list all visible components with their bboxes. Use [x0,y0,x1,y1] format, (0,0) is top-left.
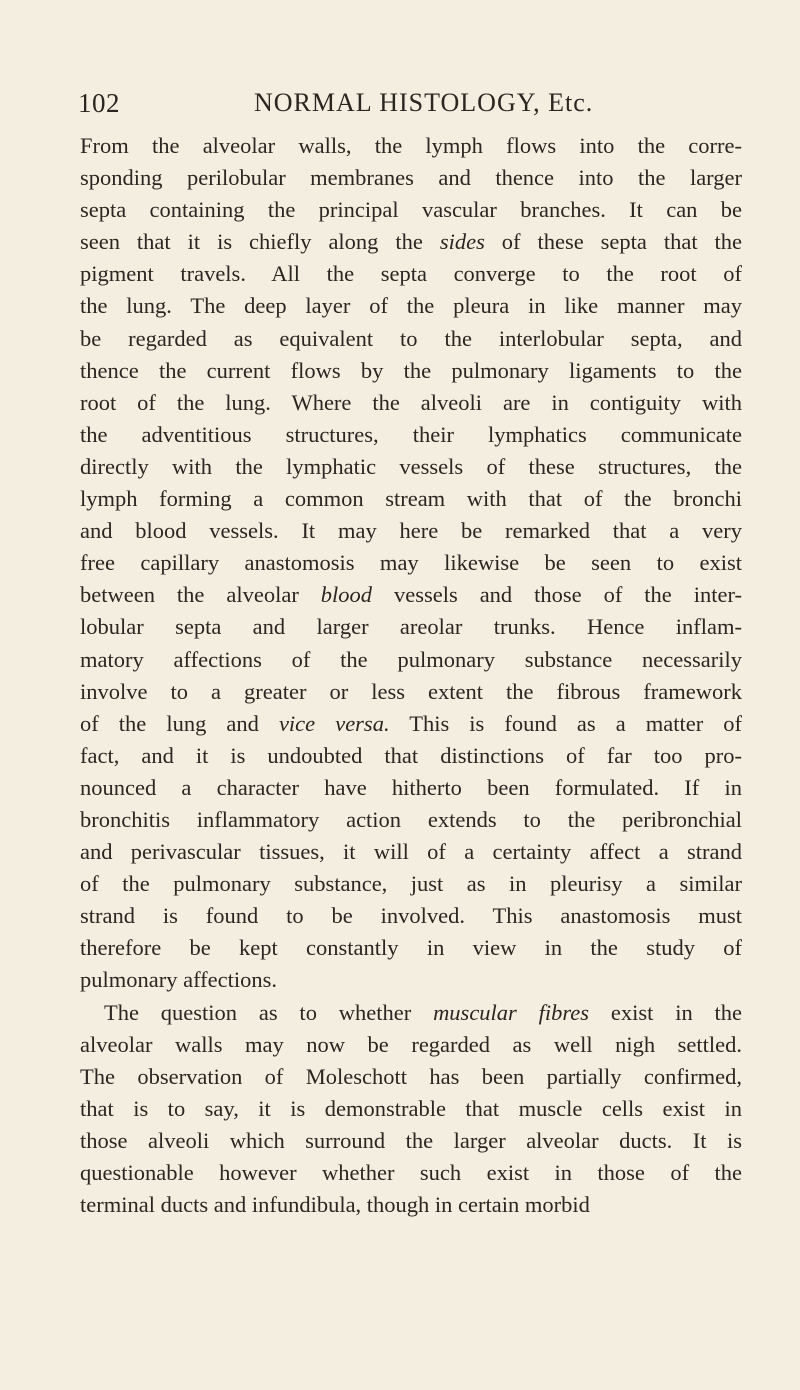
text-line [80,419,742,451]
text-line [80,355,742,387]
text-run: This is found as a matter of [389,710,742,736]
text-line [80,611,742,643]
text-run: lymph forming a common stream with that of the bronchi [80,486,742,512]
text-run: of these septa that the [484,229,743,255]
text-line [80,323,742,355]
text-run: free capillary anastomosis may likewise be seen to exist [80,550,742,576]
text-run: that is to say, it is demonstrable that muscle cells exist in [80,1095,742,1121]
text-run: of the pulmonary substance, just as in pleurisy a similar [80,871,742,897]
italic-run: sides [439,229,485,255]
text-run: septa containing the principal vascular branches. It can be [80,197,742,223]
text-run: of the lung and [80,710,279,736]
text-run: involve to a greater or less extent the fibrous framework [80,678,742,704]
paragraph [80,130,742,997]
text-run: lobular septa and larger areolar trunks. Hence inflam- [80,614,742,640]
text-run: pigment travels. All the septa converge to the root of [80,261,742,287]
text-line [80,579,742,611]
text-line [80,1157,742,1189]
text-line [80,226,742,258]
paragraph [80,997,742,1222]
text-line [80,836,742,868]
text-line [80,547,742,579]
text-run: sponding perilobular membranes and thence into the larger [80,165,742,191]
text-run: The observation of Moleschott has been partially confirmed, [80,1063,742,1089]
text-line [80,258,742,290]
text-run: strand is found to be involved. This anastomosis must [80,903,742,929]
text-line [80,1029,742,1061]
text-run: pulmonary affections. [80,967,278,993]
text-run: fact, and it is undoubted that distinctions of far too pro- [80,742,742,768]
text-line [80,1189,742,1221]
text-line [80,997,742,1029]
text-run: root of the lung. Where the alveoli are in contiguity with [80,389,742,415]
text-line [80,932,742,964]
text-line [80,804,742,836]
text-line [80,483,742,515]
text-line [80,387,742,419]
text-line [80,644,742,676]
text-run: vessels and those of the inter- [372,582,743,608]
text-run: nounced a character have hitherto been formulated. If in [80,774,742,800]
text-line [80,290,742,322]
text-line [80,772,742,804]
page-number: 102 [78,88,120,118]
text-run: The question as to whether [104,999,434,1025]
text-run: the adventitious structures, their lymphatics communicate [80,421,742,447]
text-line [80,964,742,996]
running-title: NORMAL HISTOLOGY, Etc. [254,88,594,117]
text-run: therefore be kept constantly in view in the study of [80,935,742,961]
text-line [80,162,742,194]
italic-run: vice versa. [278,710,390,736]
text-run: terminal ducts and infundibula, though in certain morbid [80,1192,590,1218]
text-run: exist in the [589,999,743,1025]
text-line [80,451,742,483]
text-line [80,708,742,740]
text-line [80,740,742,772]
text-run: directly with the lymphatic vessels of these structures, the [80,453,742,479]
text-run: questionable however whether such exist in those of the [80,1160,742,1185]
text-run: matory affections of the pulmonary substance necessarily [80,646,742,672]
text-run: alveolar walls may now be regarded as well nigh settled. [80,1031,742,1057]
text-run: From the alveolar walls, the lymph flows into the corre- [80,133,742,158]
text-run: bronchitis inflammatory action extends to the peribronchial [80,806,742,832]
text-run: the lung. The deep layer of the pleura in like manner may [80,293,742,319]
text-run: and perivascular tissues, it will of a certainty affect a strand [80,839,742,865]
text-line [80,194,742,226]
text-run: be regarded as equivalent to the interlobular septa, and [80,325,742,351]
text-run: seen that it is chiefly along the [80,229,440,255]
running-head [78,88,738,124]
text-line [80,1093,742,1125]
text-line [80,515,742,547]
text-line [80,1061,742,1093]
body-text [80,130,742,1221]
text-line [80,868,742,900]
text-line [80,676,742,708]
text-run: thence the current flows by the pulmonary ligaments to the [80,357,742,383]
text-run: between the alveolar [80,582,321,608]
text-line [80,900,742,932]
text-run: and blood vessels. It may here be remarked that a very [80,518,742,544]
text-line [80,1125,742,1157]
text-run: those alveoli which surround the larger alveolar ducts. It is [80,1127,742,1153]
italic-run: muscular fibres [433,999,590,1025]
italic-run: blood [320,582,373,608]
text-line [80,130,742,162]
